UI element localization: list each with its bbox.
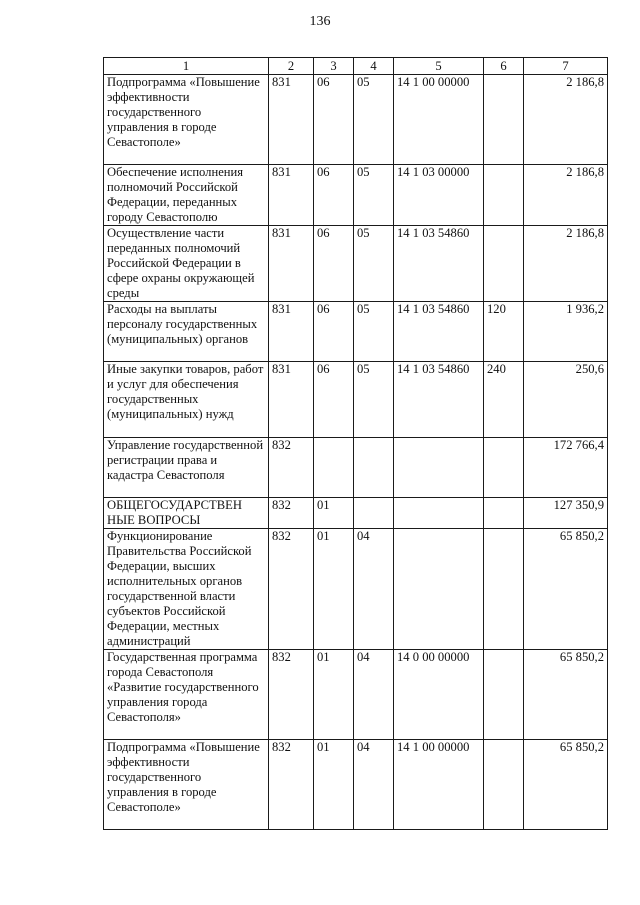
page-number: 136 [309,14,331,29]
table-row [104,226,608,302]
cell-section: 06 [314,302,354,362]
table-header-row [104,58,608,75]
table-row [104,75,608,165]
row-name: Обеспечение исполнения полномочий Российской Федерации, переданных городу Севастополю [104,165,269,226]
table-row [104,362,608,438]
table-row [104,165,608,226]
row-name: ОБЩЕГОСУДАРСТВЕН НЫЕ ВОПРОСЫ [104,498,269,529]
cell-subsection: 05 [354,75,394,165]
cell-section: 06 [314,362,354,438]
table-row [104,438,608,498]
cell-section: 01 [314,529,354,650]
table-row [104,650,608,740]
table-row [104,529,608,650]
cell-amount: 250,6 [524,362,608,438]
cell-section: 01 [314,498,354,529]
cell-amount: 65 850,2 [524,650,608,740]
cell-subsection: 04 [354,650,394,740]
row-name: Расходы на выплаты персоналу государственных (муниципальных) органов [104,302,269,362]
table-row [104,302,608,362]
column-header: 4 [354,58,394,75]
cell-subsection: 05 [354,226,394,302]
cell-expense-type [484,650,524,740]
cell-section: 06 [314,75,354,165]
cell-target-article [394,498,484,529]
cell-admin-code: 831 [269,165,314,226]
cell-target-article: 14 1 03 00000 [394,165,484,226]
cell-admin-code: 831 [269,362,314,438]
cell-target-article: 14 1 03 54860 [394,302,484,362]
cell-target-article [394,438,484,498]
cell-section [314,438,354,498]
cell-amount: 2 186,8 [524,226,608,302]
column-header: 3 [314,58,354,75]
cell-amount: 2 186,8 [524,165,608,226]
cell-expense-type [484,740,524,830]
cell-section: 01 [314,740,354,830]
cell-subsection [354,498,394,529]
cell-amount: 1 936,2 [524,302,608,362]
cell-target-article [394,529,484,650]
cell-admin-code: 832 [269,650,314,740]
cell-admin-code: 832 [269,498,314,529]
row-name: Осуществление части переданных полномочий Российской Федерации в сфере охраны окружающей среды [104,226,269,302]
cell-subsection: 04 [354,740,394,830]
cell-amount: 127 350,9 [524,498,608,529]
cell-expense-type [484,438,524,498]
cell-expense-type [484,165,524,226]
cell-expense-type [484,498,524,529]
cell-subsection [354,438,394,498]
cell-expense-type: 240 [484,362,524,438]
cell-target-article: 14 1 03 54860 [394,226,484,302]
column-header: 6 [484,58,524,75]
cell-admin-code: 832 [269,740,314,830]
cell-admin-code: 832 [269,438,314,498]
table-row [104,498,608,529]
column-header: 1 [104,58,269,75]
cell-target-article: 14 1 03 54860 [394,362,484,438]
cell-subsection: 05 [354,362,394,438]
budget-table [103,57,608,830]
cell-amount: 172 766,4 [524,438,608,498]
cell-target-article: 14 1 00 00000 [394,75,484,165]
row-name: Иные закупки товаров, работ и услуг для обеспечения государственных (муниципальных) нужд [104,362,269,438]
cell-subsection: 05 [354,302,394,362]
row-name: Управление государственной регистрации права и кадастра Севастополя [104,438,269,498]
table-row [104,740,608,830]
cell-expense-type [484,226,524,302]
cell-admin-code: 831 [269,75,314,165]
cell-amount: 2 186,8 [524,75,608,165]
cell-expense-type [484,529,524,650]
column-header: 7 [524,58,608,75]
column-header: 2 [269,58,314,75]
column-header: 5 [394,58,484,75]
cell-subsection: 04 [354,529,394,650]
cell-section: 01 [314,650,354,740]
row-name: Подпрограмма «Повышение эффективности государственного управления в городе Севастополе» [104,740,269,830]
cell-expense-type: 120 [484,302,524,362]
cell-amount: 65 850,2 [524,740,608,830]
cell-section: 06 [314,165,354,226]
row-name: Подпрограмма «Повышение эффективности государственного управления в городе Севастополе» [104,75,269,165]
cell-amount: 65 850,2 [524,529,608,650]
row-name: Функционирование Правительства Российской Федерации, высших исполнительных органов государственной власти субъектов Российской Федерации, местных администраций [104,529,269,650]
cell-admin-code: 831 [269,226,314,302]
cell-admin-code: 831 [269,302,314,362]
cell-target-article: 14 1 00 00000 [394,740,484,830]
cell-target-article: 14 0 00 00000 [394,650,484,740]
row-name: Государственная программа города Севастополя «Развитие государственного управления города Севастополя» [104,650,269,740]
cell-admin-code: 832 [269,529,314,650]
cell-expense-type [484,75,524,165]
cell-section: 06 [314,226,354,302]
cell-subsection: 05 [354,165,394,226]
